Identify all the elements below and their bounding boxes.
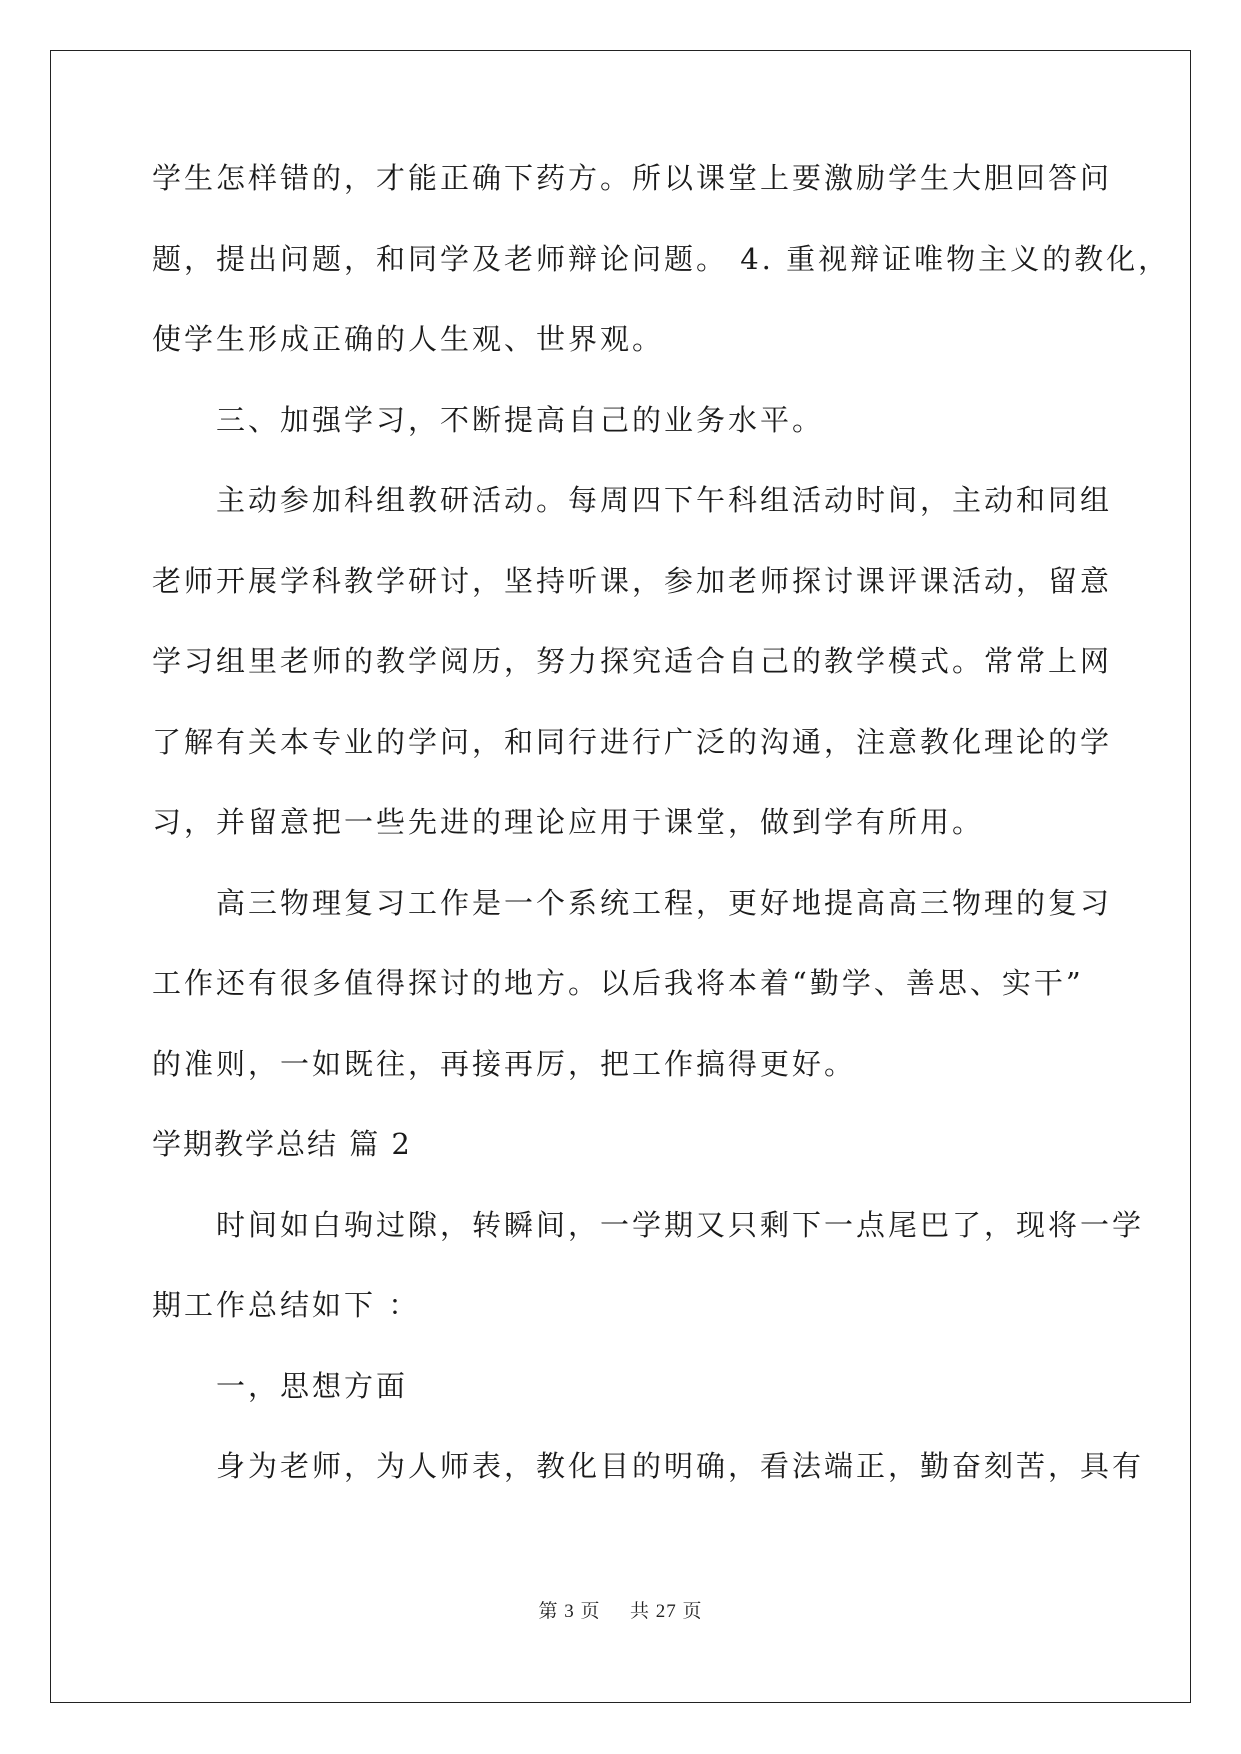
- paragraph-start-line: 时间如白驹过隙，转瞬间，一学期又只剩下一点尾巴了，现将一学: [216, 1207, 1145, 1242]
- paragraph-start-line: 高三物理复习工作是一个系统工程，更好地提高高三物理的复习: [216, 885, 1113, 920]
- text-line: 学习组里老师的教学阅历，努力探究适合自己的教学模式。常常上网: [152, 644, 1113, 678]
- text-line: 工作还有很多值得探讨的地方。以后我将本着“勤学、善思、实干”: [152, 966, 1084, 1000]
- text-line: 了解有关本专业的学问，和同行进行广泛的沟通，注意教化理论的学: [152, 724, 1113, 759]
- section-heading: 三、加强学习，不断提高自己的业务水平。: [216, 402, 825, 437]
- page-footer: [0, 1596, 1241, 1623]
- page-number: 第 3 页: [538, 1601, 601, 1622]
- text-line: 题，提出问题，和同学及老师辩论问题。 4. 重视辩证唯物主义的教化，: [152, 241, 1171, 276]
- paragraph-start-line: 主动参加科组教研活动。每周四下午科组活动时间，主动和同组: [216, 483, 1113, 517]
- document-body: [152, 160, 1171, 1529]
- text-line: 的准则，一如既往，再接再厉，把工作搞得更好。: [152, 1046, 857, 1081]
- text-line: 习，并留意把一些先进的理论应用于课堂，做到学有所用。: [152, 805, 985, 839]
- text-line: 老师开展学科教学研讨，坚持听课，参加老师探讨课评课活动，留意: [152, 563, 1113, 598]
- article-title: 学期教学总结 篇 2: [152, 1127, 412, 1161]
- text-line: 期工作总结如下 ：: [152, 1288, 421, 1322]
- section-heading: 一，思想方面: [216, 1368, 409, 1403]
- text-line: 使学生形成正确的人生观、世界观。: [152, 322, 665, 356]
- paragraph-start-line: 身为老师，为人师表，教化目的明确，看法端正，勤奋刻苦，具有: [216, 1449, 1145, 1483]
- page-total: 共 27 页: [630, 1601, 703, 1622]
- text-line: 学生怎样错的，才能正确下药方。所以课堂上要激励学生大胆回答问: [152, 161, 1113, 195]
